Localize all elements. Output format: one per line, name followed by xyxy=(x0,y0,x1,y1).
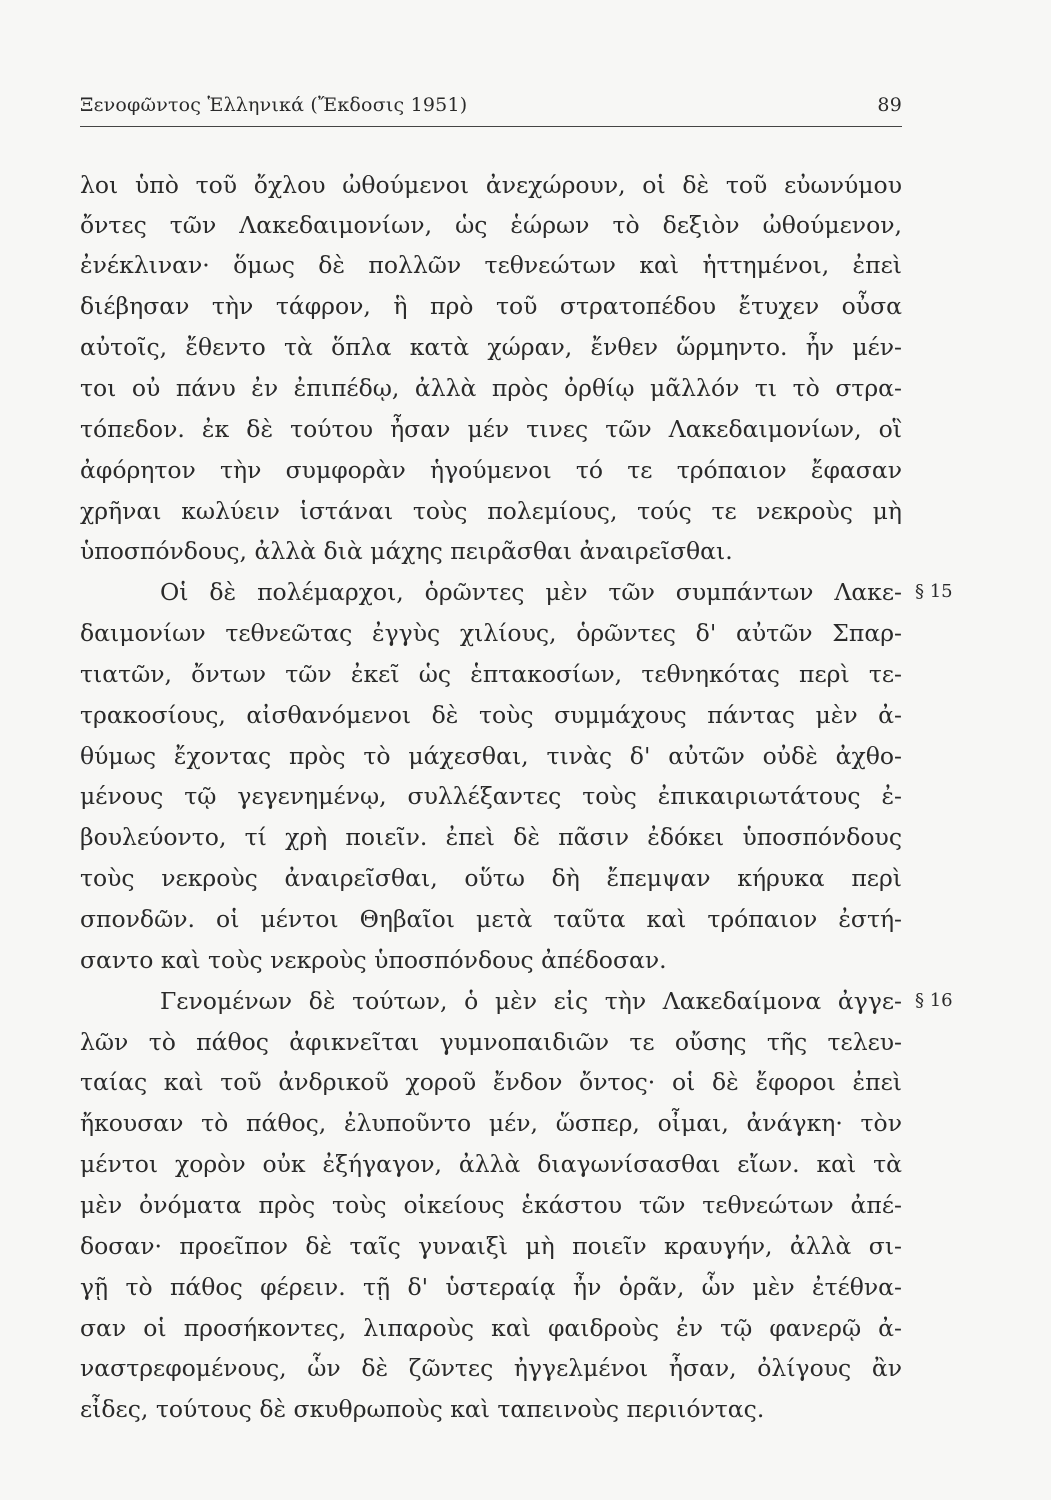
text-line: τιατῶν, ὄντων τῶν ἐκεῖ ὡς ἑπτακοσίων, τεθνηκότας περὶ τε- xyxy=(80,660,902,688)
running-title: Ξενοφῶντος Ἑλληνικά (Ἔκδοσις 1951) xyxy=(80,94,468,116)
text-line: τόπεδον. ἐκ δὲ τούτου ἦσαν μέν τινες τῶν Λακεδαιμονίων, οἳ xyxy=(80,415,902,443)
text-line: μένους τῷ γεγενημένῳ, συλλέξαντες τοὺς ἐπικαιριωτάτους ἐ- xyxy=(80,782,902,810)
text-line: δαιμονίων τεθνεῶτας ἐγγὺς χιλίους, ὁρῶντες δ' αὐτῶν Σπαρ- xyxy=(80,619,902,647)
paragraph-first-line: Οἱ δὲ πολέμαρχοι, ὁρῶντες μὲν τῶν συμπάντων Λακε- xyxy=(160,578,902,606)
text-line: σαν οἱ προσήκοντες, λιπαροὺς καὶ φαιδροὺς ἐν τῷ φανερῷ ἀ- xyxy=(80,1314,902,1342)
text-line: ἀφόρητον τὴν συμφορὰν ἡγούμενοι τό τε τρόπαιον ἔφασαν xyxy=(80,456,902,484)
text-line: μέντοι χορὸν οὐκ ἐξήγαγον, ἀλλὰ διαγωνίσασθαι εἴων. καὶ τὰ xyxy=(80,1150,902,1178)
text-line: τοὺς νεκροὺς ἀναιρεῖσθαι, οὕτω δὴ ἔπεμψαν κήρυκα περὶ xyxy=(80,864,902,892)
paragraph-end-line: εἶδες, τούτους δὲ σκυθρωποὺς καὶ ταπεινοὺς περιιόντας. xyxy=(80,1395,765,1423)
paragraph-end-line: ὑποσπόνδους, ἀλλὰ διὰ μάχης πειρᾶσθαι ἀναιρεῖσθαι. xyxy=(80,537,733,565)
section-marker-16: § 16 xyxy=(915,990,953,1011)
paragraph-end-line: σαντο καὶ τοὺς νεκροὺς ὑποσπόνδους ἀπέδοσαν. xyxy=(80,946,667,974)
text-line: δοσαν· προεῖπον δὲ ταῖς γυναιξὶ μὴ ποιεῖν κραυγήν, ἀλλὰ σι- xyxy=(80,1232,902,1260)
text-line: ναστρεφομένους, ὧν δὲ ζῶντες ἠγγελμένοι ἦσαν, ὀλίγους ἂν xyxy=(80,1354,902,1382)
text-line: ὄντες τῶν Λακεδαιμονίων, ὡς ἑώρων τὸ δεξιὸν ὠθούμενον, xyxy=(80,211,902,239)
paragraph-first-line: Γενομένων δὲ τούτων, ὁ μὲν εἰς τὴν Λακεδαίμονα ἀγγε- xyxy=(160,987,902,1015)
page-number: 89 xyxy=(877,94,902,116)
text-line: τοι οὐ πάνυ ἐν ἐπιπέδῳ, ἀλλὰ πρὸς ὀρθίῳ μᾶλλόν τι τὸ στρα- xyxy=(80,374,902,402)
text-line: γῇ τὸ πάθος φέρειν. τῇ δ' ὑστεραίᾳ ἦν ὁρᾶν, ὧν μὲν ἐτέθνα- xyxy=(80,1273,902,1301)
text-line: λοι ὑπὸ τοῦ ὄχλου ὠθούμενοι ἀνεχώρουν, οἱ δὲ τοῦ εὐωνύμου xyxy=(80,171,902,199)
text-line: αὐτοῖς, ἔθεντο τὰ ὅπλα κατὰ χώραν, ἔνθεν ὥρμηντο. ἦν μέν- xyxy=(80,333,902,361)
text-line: ταίας καὶ τοῦ ἀνδρικοῦ χοροῦ ἔνδον ὄντος· οἱ δὲ ἔφοροι ἐπεὶ xyxy=(80,1068,902,1096)
text-line: θύμως ἔχοντας πρὸς τὸ μάχεσθαι, τινὰς δ' αὐτῶν οὐδὲ ἀχθο- xyxy=(80,742,902,770)
page-header xyxy=(80,92,902,127)
section-marker-15: § 15 xyxy=(915,581,953,602)
text-line: τρακοσίους, αἰσθανόμενοι δὲ τοὺς συμμάχους πάντας μὲν ἀ- xyxy=(80,701,902,729)
text-line: μὲν ὀνόματα πρὸς τοὺς οἰκείους ἑκάστου τῶν τεθνεώτων ἀπέ- xyxy=(80,1191,902,1219)
text-line: διέβησαν τὴν τάφρον, ἣ πρὸ τοῦ στρατοπέδου ἔτυχεν οὖσα xyxy=(80,292,902,320)
text-line: χρῆναι κωλύειν ἱστάναι τοὺς πολεμίους, τούς τε νεκροὺς μὴ xyxy=(80,497,902,525)
text-line: ἐνέκλιναν· ὅμως δὲ πολλῶν τεθνεώτων καὶ ἡττημένοι, ἐπεὶ xyxy=(80,251,902,279)
text-line: λῶν τὸ πάθος ἀφικνεῖται γυμνοπαιδιῶν τε οὔσης τῆς τελευ- xyxy=(80,1028,902,1056)
text-line: ἤκουσαν τὸ πάθος, ἐλυποῦντο μέν, ὥσπερ, οἶμαι, ἀνάγκη· τὸν xyxy=(80,1109,902,1137)
text-line: σπονδῶν. οἱ μέντοι Θηβαῖοι μετὰ ταῦτα καὶ τρόπαιον ἐστή- xyxy=(80,905,902,933)
text-line: βουλεύοντο, τί χρὴ ποιεῖν. ἐπεὶ δὲ πᾶσιν ἐδόκει ὑποσπόνδους xyxy=(80,823,902,851)
